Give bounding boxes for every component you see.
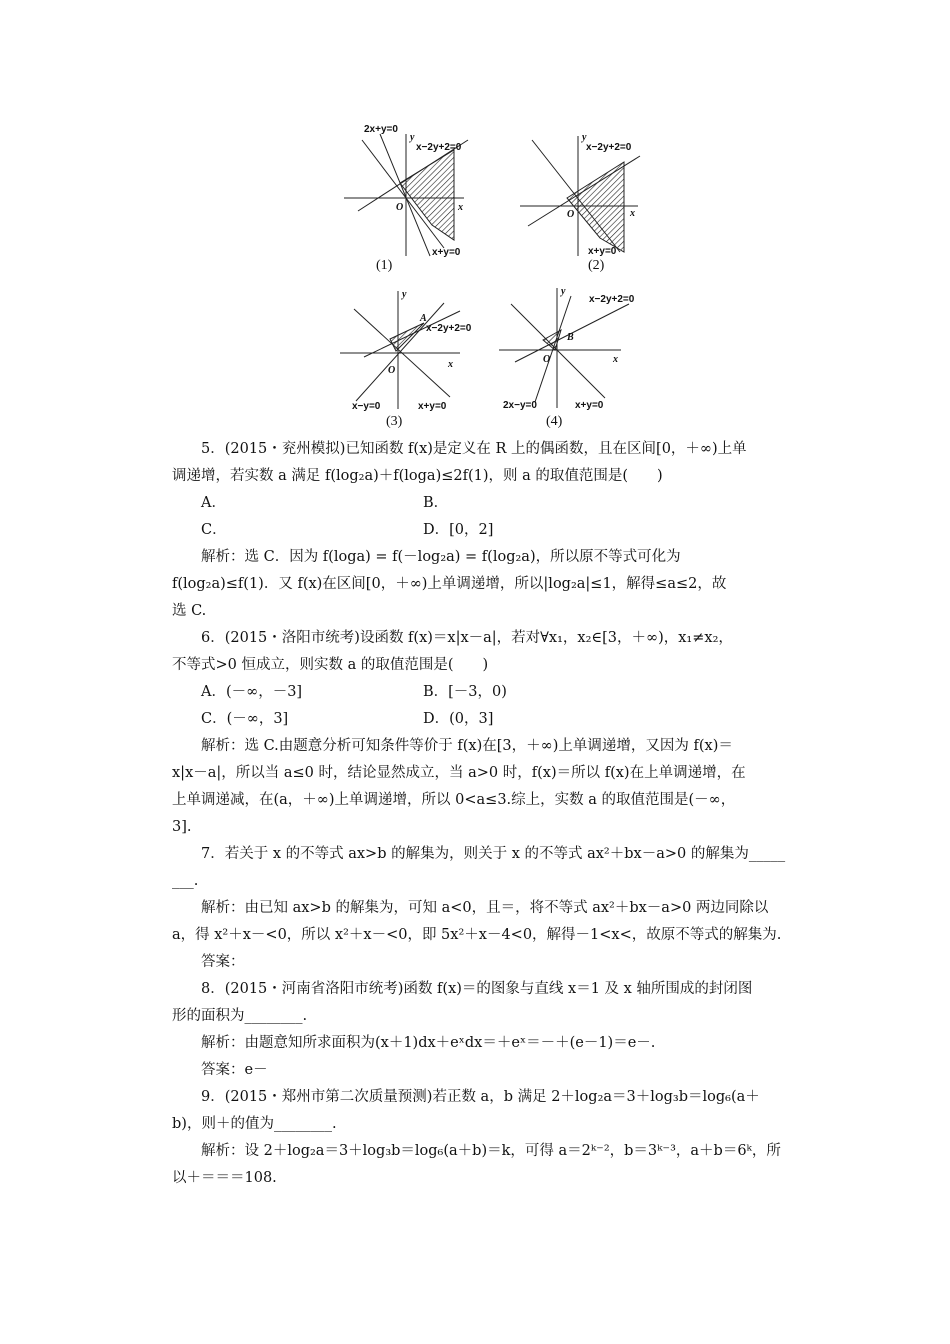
fig3-line-label-1: x−2y+2=0 [426,323,472,334]
fig3-x-axis-label: x [448,359,453,370]
p8-solution-line-1: 解析：由题意知所求面积为(x＋1)dx＋eˣdx＝＋eˣ＝－＋(e－1)＝e－. [201,1035,656,1051]
p6-options-row-2 [172,706,812,733]
fig2-line-label-2: x+y=0 [588,246,617,257]
figure-3 [336,283,476,413]
p7-stem-line-2: ___. [172,873,199,889]
p5-options-row-2 [172,517,812,544]
p7-solution-line-1: 解析：由已知 ax>b 的解集为，可知 a<0，且＝，将不等式 ax²＋bx－a>0 两边同除以 [201,900,769,916]
p6-stem-line-2: 不等式>0 恒成立，则实数 a 的取值范围是( ) [172,657,489,673]
fig2-y-axis-label: y [582,132,587,143]
p6-stem-line-1: 6．(2015・洛阳市统考)设函数 f(x)＝x|x－a|，若对∀x₁，x₂∈[3，＋∞)，x₁≠x₂， [201,630,733,646]
p6-solution-line-2: x|x－a|，所以当 a≤0 时，结论显然成立，当 a>0 时，f(x)＝所以 f(x)在上单调递增，在 [172,765,746,781]
fig4-line-label-3: x+y=0 [575,400,604,411]
p7-solution-line-2: a，得 x²＋x－<0，所以 x²＋x－<0，即 5x²＋x－4<0，解得－1<x<，故原不等式的解集为. [172,927,782,943]
p5-option-b: B． [423,495,449,511]
p5-options-row-1 [172,490,812,517]
p6-option-a: A．(－∞，－3] [201,684,303,700]
fig3-y-axis-label: y [402,289,407,300]
fig1-line-label-2: x−2y+2=0 [416,142,462,153]
fig1-caption: (1) [376,258,393,273]
fig3-line-label-3: x+y=0 [418,401,447,412]
p8-stem-line-1: 8．(2015・河南省洛阳市统考)函数 f(x)＝的图象与直线 x＝1 及 x 轴所围成的封闭图 [201,981,753,997]
fig4-point-label: B [567,332,574,343]
fig3-line-label-2: x−y=0 [352,401,381,412]
p6-option-c: C．(－∞，3] [201,711,289,727]
p9-solution-line-2: 以＋＝＝＝108. [172,1170,277,1186]
p6-option-d: D．(0，3] [423,711,494,727]
problem-list [172,436,812,1192]
p8-answer: 答案：e－ [201,1062,268,1078]
p6-option-b: B．[－3，0) [423,684,507,700]
fig4-origin-label: O [543,354,551,365]
fig3-caption: (3) [386,414,403,429]
fig4-caption: (4) [546,414,563,429]
p6-solution-line-1: 解析：选 C.由题意分析可知条件等价于 f(x)在[3，＋∞)上单调递增，又因为 f(x)＝ [201,738,733,754]
fig4-line-label-1: x−2y+2=0 [589,294,635,305]
p5-solution-line-3: 选 C. [172,603,207,619]
p6-solution-line-3: 上单调递减，在(a，＋∞)上单调递增，所以 0<a≤3.综上，实数 a 的取值范围是(－∞， [172,792,736,808]
figure-1 [340,118,475,258]
fig1-x-axis-label: x [458,202,463,213]
fig2-origin-label: O [567,209,575,220]
p9-solution-line-1: 解析：设 2＋log₂a＝3＋log₃b＝log₆(a＋b)＝k，可得 a＝2ᵏ⁻²，b＝3ᵏ⁻³，a＋b＝6ᵏ，所 [201,1143,781,1159]
p5-solution-line-2: f(log₂a)≤f(1)．又 f(x)在区间[0，＋∞)上单调递增，所以|log₂a|≤1，解得≤a≤2，故 [172,576,727,592]
p5-stem-line-1: 5．(2015・兖州模拟)已知函数 f(x)是定义在 R 上的偶函数，且在区间[0，＋∞)上单 [201,441,747,457]
fig2-x-axis-label: x [630,208,635,219]
p5-solution-line-1: 解析：选 C．因为 f(loga) = f(－log₂a) = f(log₂a)，所以原不等式可化为 [201,549,681,565]
p9-stem-line-1: 9．(2015・郑州市第二次质量预测)若正数 a，b 满足 2＋log₂a＝3＋log₃b＝log₆(a＋ [201,1089,760,1105]
fig1-origin-label: O [396,202,404,213]
fig4-line-label-2: 2x−y=0 [503,400,537,411]
p7-answer: 答案： [201,954,245,970]
p5-option-c: C． [201,522,227,538]
fig3-point-label: A [420,313,427,324]
p5-stem-line-2: 调递增，若实数 a 满足 f(log₂a)＋f(loga)≤2f(1)，则 a 的取值范围是( ) [172,468,663,484]
p6-options-row-1 [172,679,812,706]
fig1-line-label-3: x+y=0 [432,247,461,258]
p7-stem-line-1: 7．若关于 x 的不等式 ax>b 的解集为，则关于 x 的不等式 ax²＋bx－a>0 的解集为_____ [201,846,786,862]
fig2-line-label-1: x−2y+2=0 [586,142,632,153]
p5-option-d: D．[0，2] [423,522,494,538]
fig3-origin-label: O [388,365,396,376]
fig1-line-label-1: 2x+y=0 [364,124,398,135]
fig4-y-axis-label: y [561,286,566,297]
fig1-y-axis-label: y [410,132,415,143]
p8-stem-line-2: 形的面积为________. [172,1008,308,1024]
figure-4 [495,282,655,412]
p5-option-a: A． [201,495,226,511]
p9-stem-line-2: b)，则＋的值为________. [172,1116,337,1132]
fig2-caption: (2) [588,258,605,273]
p6-solution-line-4: 3]. [172,819,192,835]
figure-2 [516,128,646,258]
fig4-x-axis-label: x [613,354,618,365]
